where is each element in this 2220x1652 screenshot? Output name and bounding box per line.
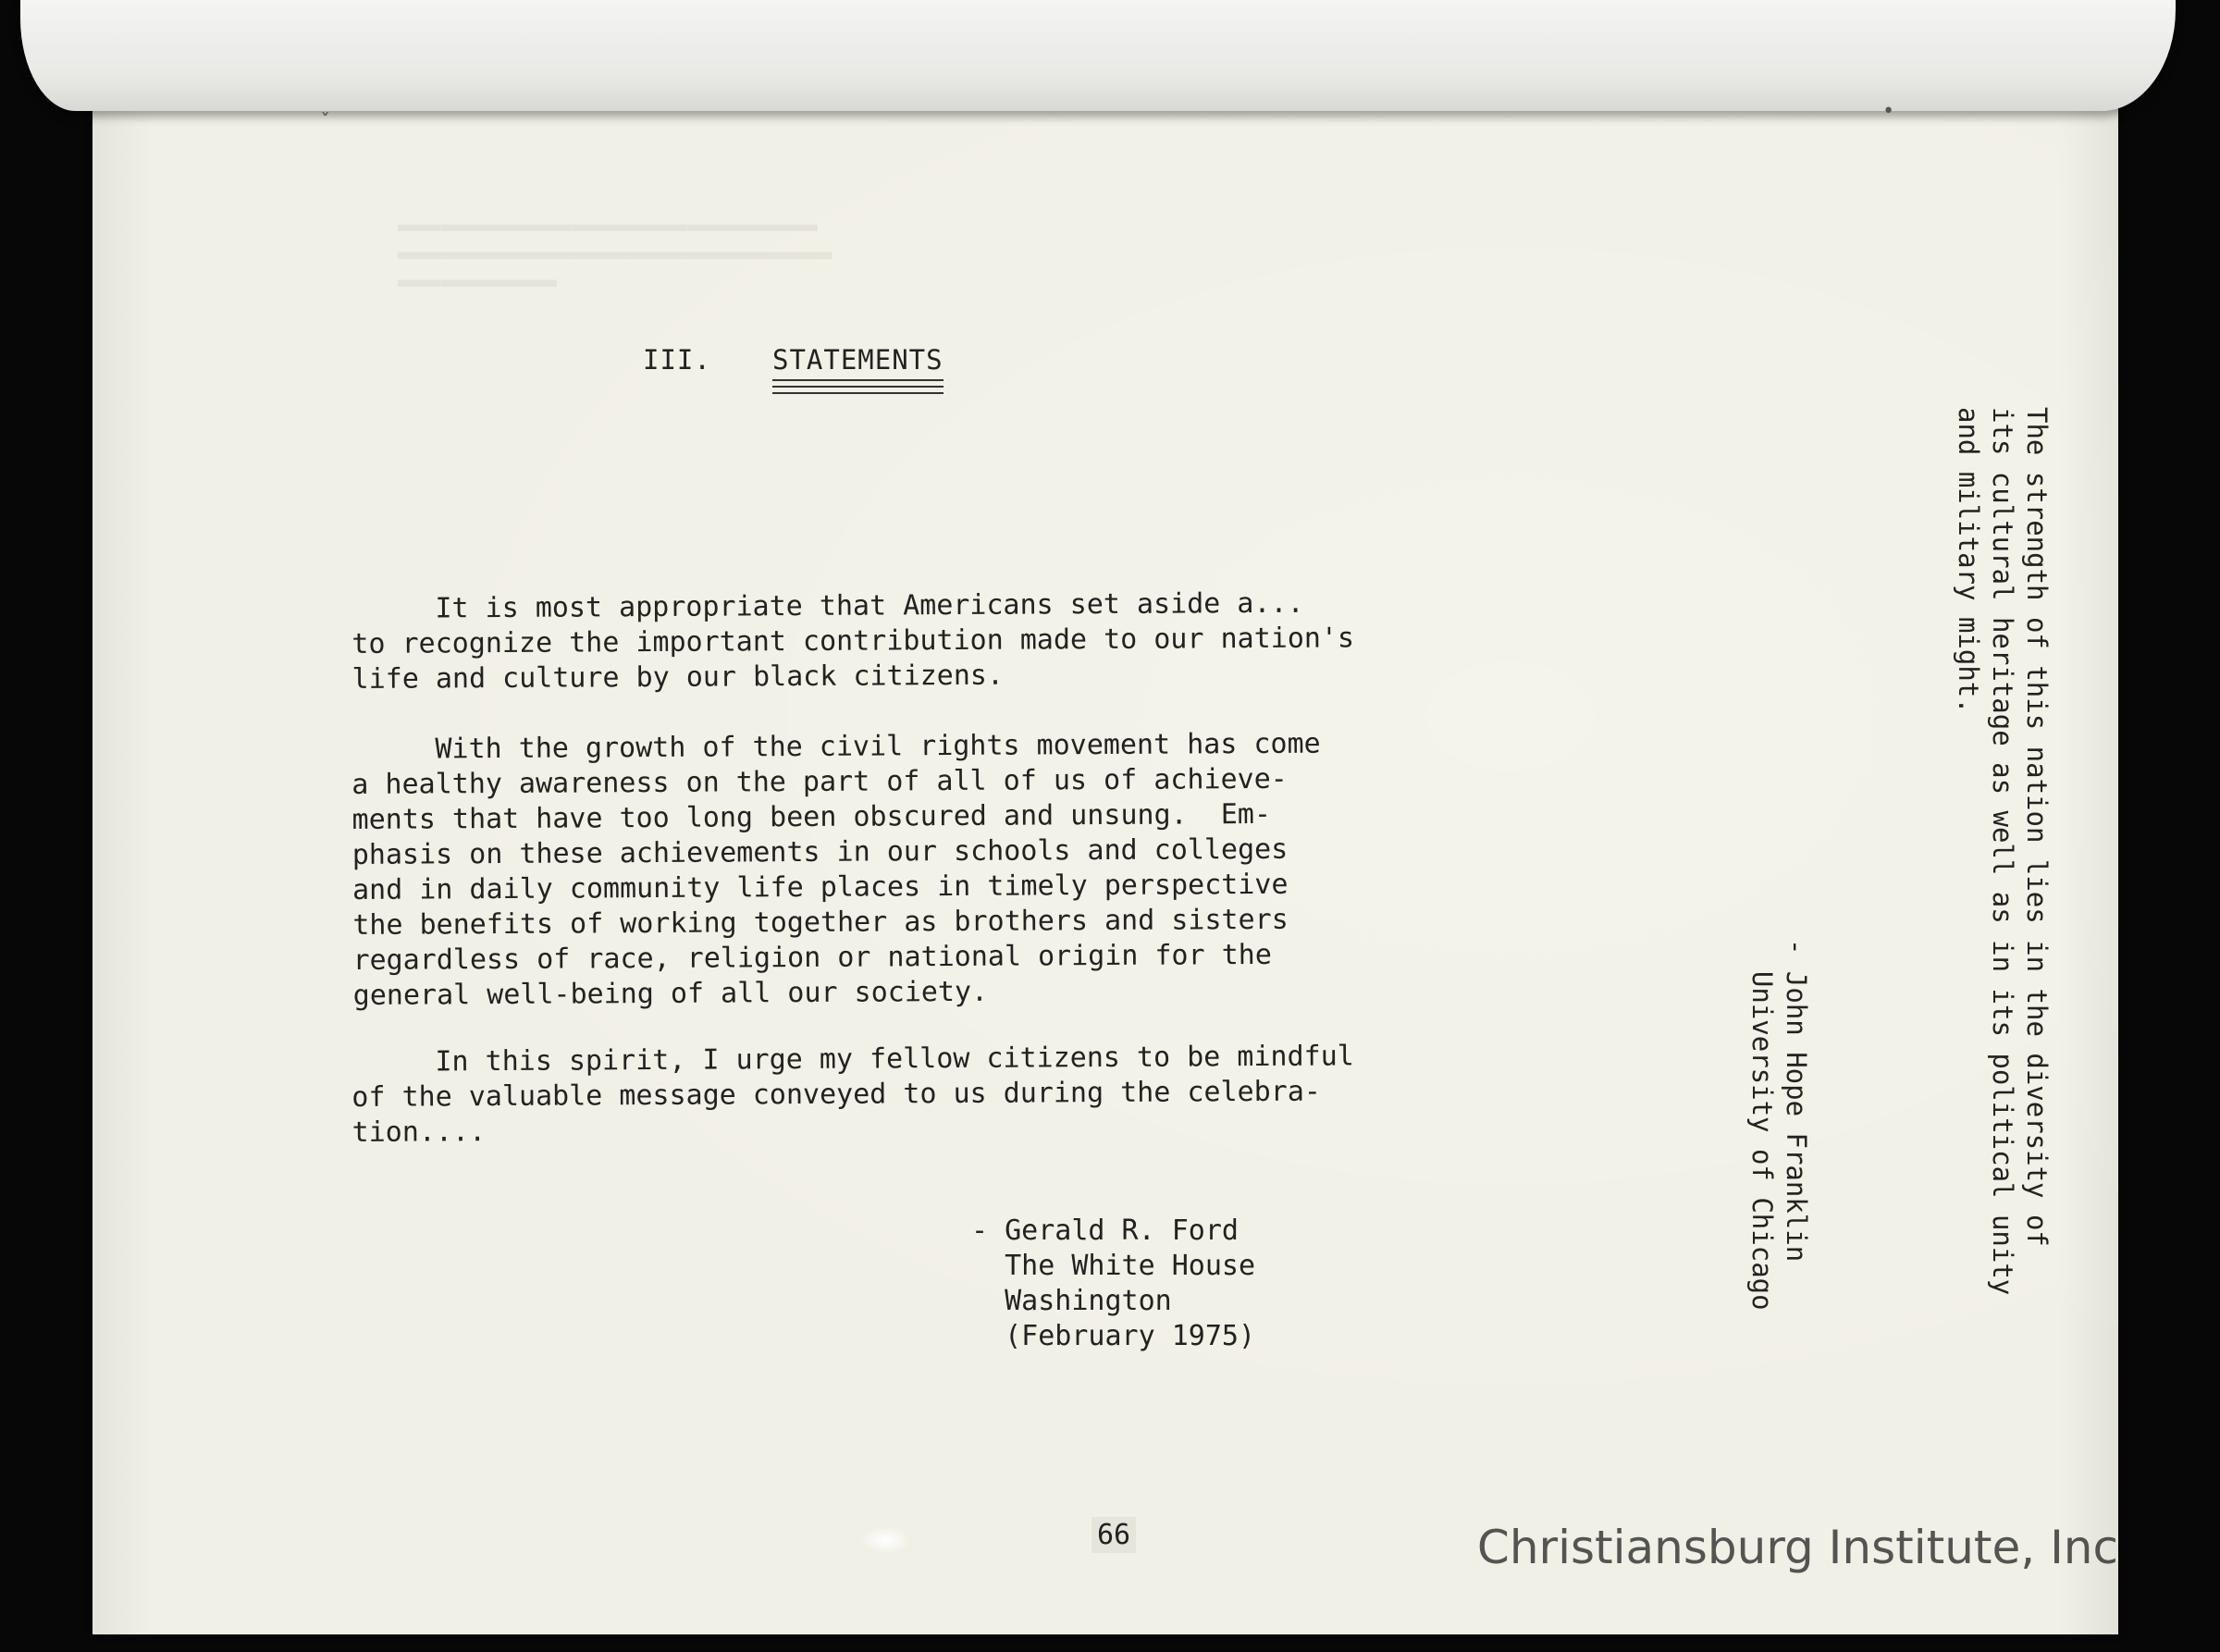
section-number: III. xyxy=(643,344,711,376)
watermark: Christiansburg Institute, Inc xyxy=(1476,1521,2118,1574)
page-number: 66 xyxy=(1092,1517,1136,1553)
statement-paragraph: In this spirit, I urge my fellow citizens to be mindful of the valuable message conveyed to us during the celebra- tion.... xyxy=(352,1040,1354,1149)
statement-paragraph: With the growth of the civil rights movement has come a healthy awareness on the part of all of us of achieve- ments that have too long been obscured and unsung. Em- phasis on these achievements in our schools and colleges and in daily community life places in timely perspective the benefits of working together as brothers and sisters regardless of race, religion or national origin for the general well-being of all our society. xyxy=(352,727,1321,1012)
side-quote-attribution: - John Hope Franklin University of Chicago xyxy=(1746,939,1812,1311)
section-heading xyxy=(643,344,944,381)
statement-paragraph: It is most appropriate that Americans set aside a... to recognize the important contribution made to our nation's life and culture by our black citizens. xyxy=(352,586,1355,696)
bleed-through-text: ▬▬▬▬▬▬▬▬▬▬▬▬▬▬▬▬▬▬▬▬▬▬▬▬▬▬▬▬▬ ▬▬▬▬▬▬▬▬▬▬▬▬▬▬▬▬▬▬▬▬▬▬▬▬▬▬▬▬▬▬ ▬▬▬▬▬▬▬▬▬▬▬ xyxy=(398,213,832,296)
statement-attribution: - Gerald R. Ford The White House Washington (February 1975) xyxy=(971,1214,1256,1352)
staple-hole-mark: • xyxy=(1882,100,1895,123)
curled-page-edge xyxy=(20,0,2176,111)
staple-hole-mark: ˇ xyxy=(319,111,332,134)
side-quote: The strength of this nation lies in the diversity of its cultural heritage as well as in its political unity and military might. xyxy=(1953,407,2053,1296)
section-title: STATEMENTS xyxy=(772,344,944,381)
paper-blemish xyxy=(860,1526,911,1554)
